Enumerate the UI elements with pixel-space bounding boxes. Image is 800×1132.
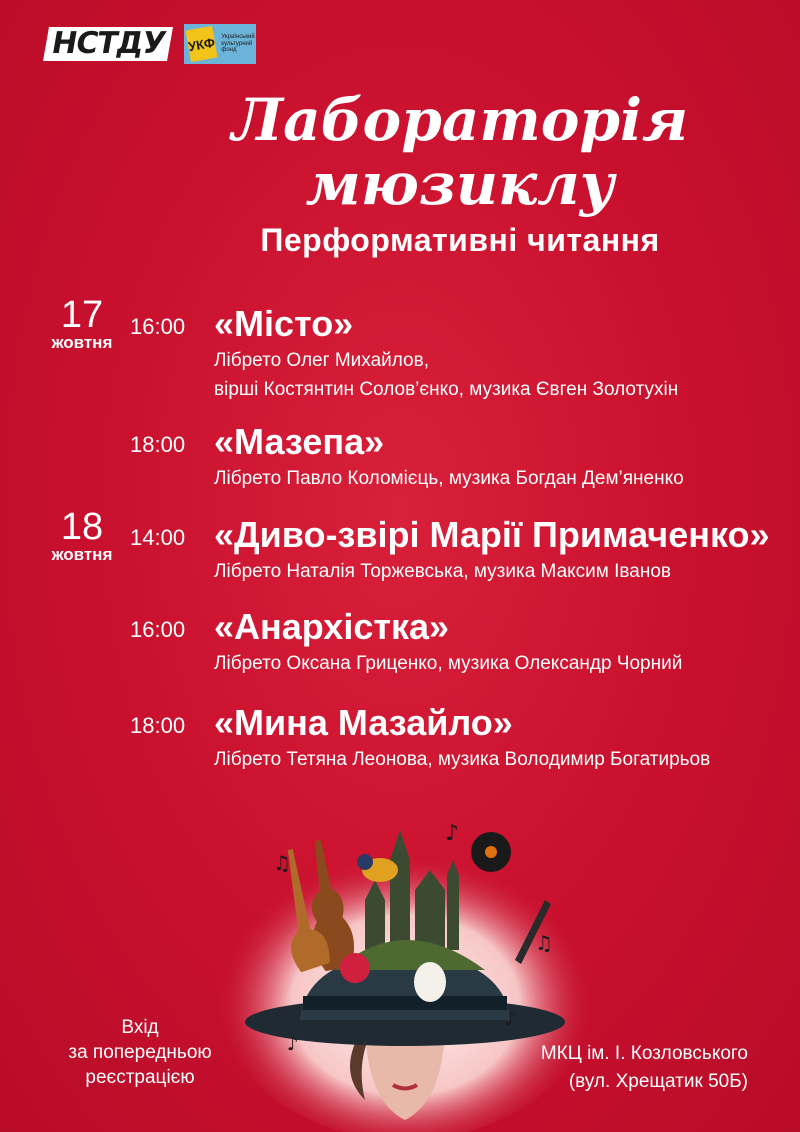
date-block [42, 508, 122, 564]
event-time: 16:00 [130, 617, 186, 642]
event-time: 16:00 [130, 314, 186, 339]
event-description-line: Лібрето Тетяна Леонова, музика Володимир Богатирьов [214, 749, 711, 770]
ukf-logo-text: Український культурний фонд [221, 34, 255, 54]
entry-info [40, 1015, 240, 1090]
event-name: «Анархістка» [214, 606, 450, 647]
ukf-logo [184, 24, 256, 64]
entry-line: за попередньою [68, 1042, 212, 1063]
music-note-icon: ♪ [505, 1009, 517, 1030]
nsdu-logo: НСТДУ [43, 27, 173, 61]
event-description-line: Лібрето Павло Коломієць, музика Богдан Дем’яненко [214, 468, 684, 489]
title-line-1: Лабораторія [231, 86, 689, 154]
venue-name: МКЦ ім. І. Козловського [540, 1043, 748, 1064]
event-description [214, 346, 678, 404]
event-description-line: Лібрето Олег Михайлов, [214, 350, 429, 371]
venue-address: (вул. Хрещатик 50Б) [568, 1071, 748, 1092]
event-description [214, 464, 684, 493]
event-time: 14:00 [130, 525, 186, 550]
poster-title [200, 88, 720, 216]
date-block [42, 296, 122, 352]
music-note-icon: ♪ [287, 1034, 299, 1055]
event-name: «Диво-звірі Марії Примаченко» [214, 514, 770, 555]
date-day: 18 [60, 506, 104, 548]
poster-subtitle: Перформативні читання [260, 222, 660, 258]
event-description-line: Лібрето Наталія Торжевська, музика Максим Іванов [214, 561, 672, 582]
entry-line: реєстрацією [85, 1067, 195, 1088]
rose-shape [340, 953, 370, 983]
logos [46, 24, 256, 64]
entry-line: Вхід [121, 1017, 159, 1038]
vinyl-label [485, 846, 497, 858]
bird-head [357, 854, 373, 870]
event-description [214, 557, 671, 586]
date-day: 17 [60, 294, 104, 336]
event-description [214, 649, 682, 678]
event-time: 18:00 [130, 432, 186, 457]
event-description-line: вірші Костянтин Солов’єнко, музика Євген Золотухін [214, 379, 679, 400]
ukf-logo-mark: УКФ [186, 26, 218, 62]
event-name: «Мина Мазайло» [214, 702, 513, 743]
music-note-icon: ♫ [273, 851, 291, 875]
event-time: 18:00 [130, 713, 186, 738]
event-description [214, 745, 710, 774]
event-name: «Місто» [214, 303, 354, 344]
event-name: «Мазепа» [214, 421, 385, 462]
date-month: жовтня [51, 545, 113, 564]
musical-hat-illustration [215, 800, 595, 1132]
hat-band [303, 996, 507, 1010]
music-note-icon: ♪ [445, 821, 460, 846]
event-description-line: Лібрето Оксана Гриценко, музика Олександр Чорний [214, 653, 683, 674]
date-month: жовтня [51, 333, 113, 352]
theatre-mask [414, 962, 446, 1002]
music-note-icon: ♫ [535, 931, 553, 955]
title-line-2: мюзиклу [305, 150, 615, 218]
venue-info [541, 1040, 748, 1096]
